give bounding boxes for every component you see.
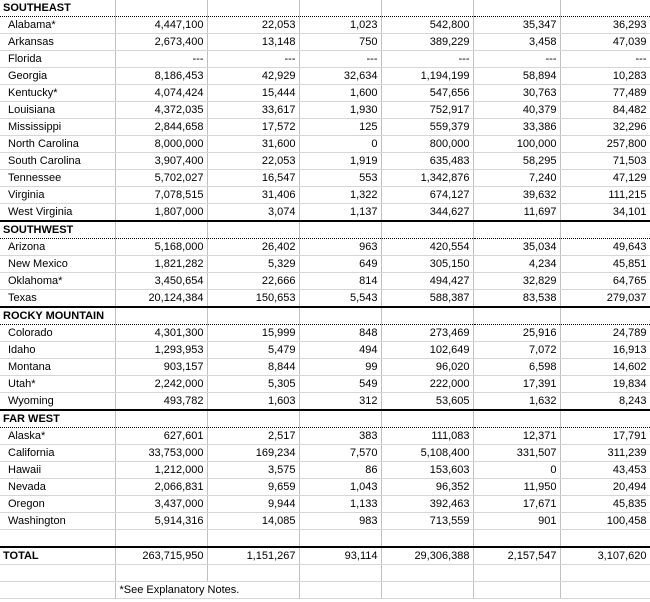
empty-cell[interactable]	[115, 221, 207, 239]
value-cell[interactable]: 3,074	[207, 204, 299, 222]
value-cell[interactable]: 1,133	[299, 496, 381, 513]
table-row	[0, 290, 650, 308]
state-name-cell[interactable]: Utah*	[0, 376, 115, 393]
value-cell[interactable]: 100,000	[473, 136, 560, 153]
value-cell[interactable]: 1,293,953	[115, 342, 207, 359]
state-name-cell[interactable]: Arkansas	[0, 34, 115, 51]
value-cell[interactable]: 20,124,384	[115, 290, 207, 308]
value-cell[interactable]: 47,129	[560, 170, 650, 187]
state-name-cell[interactable]: Alabama*	[0, 17, 115, 34]
value-cell[interactable]: 58,894	[473, 68, 560, 85]
value-cell[interactable]: 5,702,027	[115, 170, 207, 187]
value-cell[interactable]: 635,483	[381, 153, 473, 170]
value-cell[interactable]: 43,453	[560, 462, 650, 479]
state-name-cell[interactable]: Texas	[0, 290, 115, 308]
value-cell[interactable]: 9,944	[207, 496, 299, 513]
state-name-cell[interactable]: Washington	[0, 513, 115, 530]
value-cell[interactable]: 2,673,400	[115, 34, 207, 51]
empty-cell[interactable]	[299, 410, 381, 428]
empty-cell[interactable]	[207, 221, 299, 239]
value-cell[interactable]: 26,402	[207, 239, 299, 256]
total-value-cell[interactable]: 3,107,620	[560, 547, 650, 565]
empty-cell[interactable]	[207, 0, 299, 17]
value-cell[interactable]: 1,212,000	[115, 462, 207, 479]
value-cell[interactable]: 1,342,876	[381, 170, 473, 187]
empty-cell[interactable]	[473, 410, 560, 428]
value-cell[interactable]: 45,835	[560, 496, 650, 513]
table-row	[0, 34, 650, 51]
table-row	[0, 445, 650, 462]
value-cell[interactable]: 5,305	[207, 376, 299, 393]
value-cell[interactable]: 279,037	[560, 290, 650, 308]
value-cell[interactable]: 549	[299, 376, 381, 393]
empty-cell[interactable]	[473, 565, 560, 582]
value-cell[interactable]: 8,243	[560, 393, 650, 411]
value-cell[interactable]: 30,763	[473, 85, 560, 102]
value-cell[interactable]: 2,844,658	[115, 119, 207, 136]
value-cell[interactable]: 2,242,000	[115, 376, 207, 393]
total-value-cell[interactable]: 263,715,950	[115, 547, 207, 565]
table-row	[0, 170, 650, 187]
value-cell[interactable]: 13,148	[207, 34, 299, 51]
value-cell[interactable]: 84,482	[560, 102, 650, 119]
state-name-cell[interactable]: Montana	[0, 359, 115, 376]
value-cell[interactable]: 344,627	[381, 204, 473, 222]
table-row	[0, 393, 650, 411]
value-cell[interactable]: 96,020	[381, 359, 473, 376]
value-cell[interactable]: 312	[299, 393, 381, 411]
value-cell[interactable]: 24,789	[560, 325, 650, 342]
value-cell[interactable]: 17,391	[473, 376, 560, 393]
value-cell[interactable]: 1,043	[299, 479, 381, 496]
state-name-cell[interactable]: Alaska*	[0, 428, 115, 445]
empty-cell[interactable]	[473, 221, 560, 239]
value-cell[interactable]: 494	[299, 342, 381, 359]
state-name-cell[interactable]: Florida	[0, 51, 115, 68]
value-cell[interactable]: 102,649	[381, 342, 473, 359]
value-cell[interactable]: 983	[299, 513, 381, 530]
section-header-row	[0, 307, 650, 325]
table-row	[0, 496, 650, 513]
table-row	[0, 68, 650, 85]
empty-cell[interactable]	[560, 565, 650, 582]
value-cell[interactable]: 903,157	[115, 359, 207, 376]
state-name-cell[interactable]: Tennessee	[0, 170, 115, 187]
value-cell[interactable]: 17,671	[473, 496, 560, 513]
value-cell[interactable]: 8,186,453	[115, 68, 207, 85]
value-cell[interactable]: 10,283	[560, 68, 650, 85]
empty-cell[interactable]	[299, 0, 381, 17]
value-cell[interactable]: 14,085	[207, 513, 299, 530]
state-name-cell[interactable]: Idaho	[0, 342, 115, 359]
empty-cell[interactable]	[381, 307, 473, 325]
total-value-cell[interactable]: 93,114	[299, 547, 381, 565]
empty-cell[interactable]	[560, 582, 650, 599]
value-cell[interactable]: 4,074,424	[115, 85, 207, 102]
value-cell[interactable]: 53,605	[381, 393, 473, 411]
value-cell[interactable]: 15,444	[207, 85, 299, 102]
value-cell[interactable]: 11,697	[473, 204, 560, 222]
state-name-cell[interactable]: Oregon	[0, 496, 115, 513]
value-cell[interactable]: 17,572	[207, 119, 299, 136]
empty-cell[interactable]	[473, 307, 560, 325]
state-name-cell[interactable]: Louisiana	[0, 102, 115, 119]
table-row	[0, 342, 650, 359]
value-cell[interactable]: 45,851	[560, 256, 650, 273]
value-cell[interactable]: 86	[299, 462, 381, 479]
empty-cell[interactable]	[207, 410, 299, 428]
value-cell[interactable]: 4,372,035	[115, 102, 207, 119]
value-cell[interactable]: 627,601	[115, 428, 207, 445]
value-cell[interactable]: 901	[473, 513, 560, 530]
value-cell[interactable]: 42,929	[207, 68, 299, 85]
total-value-cell[interactable]: 29,306,388	[381, 547, 473, 565]
table-row	[0, 119, 650, 136]
table-row	[0, 17, 650, 34]
section-title: FAR WEST	[0, 410, 115, 428]
value-cell[interactable]: 542,800	[381, 17, 473, 34]
empty-cell[interactable]	[0, 565, 115, 582]
empty-cell[interactable]	[381, 565, 473, 582]
value-cell[interactable]: 5,168,000	[115, 239, 207, 256]
value-cell[interactable]: ---	[473, 51, 560, 68]
value-cell[interactable]: 49,643	[560, 239, 650, 256]
value-cell[interactable]: 1,023	[299, 17, 381, 34]
value-cell[interactable]: 39,632	[473, 187, 560, 204]
value-cell[interactable]: 5,543	[299, 290, 381, 308]
section-title: SOUTHWEST	[0, 221, 115, 239]
empty-cell[interactable]	[473, 530, 560, 548]
value-cell[interactable]: 96,352	[381, 479, 473, 496]
empty-cell[interactable]	[381, 410, 473, 428]
blank-row	[0, 565, 650, 582]
value-cell[interactable]: 331,507	[473, 445, 560, 462]
section-title: SOUTHEAST	[0, 0, 115, 17]
value-cell[interactable]: 12,371	[473, 428, 560, 445]
blank-row	[0, 530, 650, 548]
value-cell[interactable]: 3,458	[473, 34, 560, 51]
table-row	[0, 85, 650, 102]
empty-cell[interactable]	[299, 307, 381, 325]
value-cell[interactable]: 1,600	[299, 85, 381, 102]
value-cell[interactable]: 33,617	[207, 102, 299, 119]
table-row	[0, 256, 650, 273]
value-cell[interactable]: 58,295	[473, 153, 560, 170]
value-cell[interactable]: 7,078,515	[115, 187, 207, 204]
value-cell[interactable]: 273,469	[381, 325, 473, 342]
value-cell[interactable]: 83,538	[473, 290, 560, 308]
empty-cell[interactable]	[299, 530, 381, 548]
value-cell[interactable]: 493,782	[115, 393, 207, 411]
value-cell[interactable]: 7,240	[473, 170, 560, 187]
state-name-cell[interactable]: Arizona	[0, 239, 115, 256]
value-cell[interactable]: 111,083	[381, 428, 473, 445]
value-cell[interactable]: 1,821,282	[115, 256, 207, 273]
empty-cell[interactable]	[0, 530, 115, 548]
value-cell[interactable]: 22,666	[207, 273, 299, 290]
value-cell[interactable]: 814	[299, 273, 381, 290]
value-cell[interactable]: 305,150	[381, 256, 473, 273]
value-cell[interactable]: ---	[207, 51, 299, 68]
state-name-cell[interactable]: California	[0, 445, 115, 462]
value-cell[interactable]: 99	[299, 359, 381, 376]
value-cell[interactable]: 5,329	[207, 256, 299, 273]
total-value-cell[interactable]: 1,151,267	[207, 547, 299, 565]
value-cell[interactable]: 7,072	[473, 342, 560, 359]
value-cell[interactable]: ---	[299, 51, 381, 68]
empty-cell[interactable]	[299, 582, 381, 599]
empty-cell[interactable]	[299, 221, 381, 239]
empty-cell[interactable]	[115, 530, 207, 548]
value-cell[interactable]: 33,386	[473, 119, 560, 136]
value-cell[interactable]: 9,659	[207, 479, 299, 496]
total-value-cell[interactable]: 2,157,547	[473, 547, 560, 565]
value-cell[interactable]: 32,296	[560, 119, 650, 136]
value-cell[interactable]: 47,039	[560, 34, 650, 51]
value-cell[interactable]: 64,765	[560, 273, 650, 290]
empty-cell[interactable]	[560, 410, 650, 428]
value-cell[interactable]: 32,634	[299, 68, 381, 85]
state-name-cell[interactable]: Wyoming	[0, 393, 115, 411]
value-cell[interactable]: 1,194,199	[381, 68, 473, 85]
section-header-row	[0, 221, 650, 239]
value-cell[interactable]: 0	[473, 462, 560, 479]
empty-cell[interactable]	[115, 410, 207, 428]
value-cell[interactable]: 34,101	[560, 204, 650, 222]
empty-cell[interactable]	[115, 0, 207, 17]
state-name-cell[interactable]: South Carolina	[0, 153, 115, 170]
table-row	[0, 462, 650, 479]
value-cell[interactable]: 4,234	[473, 256, 560, 273]
table-row	[0, 136, 650, 153]
state-name-cell[interactable]: Hawaii	[0, 462, 115, 479]
value-cell[interactable]: 169,234	[207, 445, 299, 462]
value-cell[interactable]: 750	[299, 34, 381, 51]
value-cell[interactable]: 5,914,316	[115, 513, 207, 530]
value-cell[interactable]: 674,127	[381, 187, 473, 204]
state-name-cell[interactable]: New Mexico	[0, 256, 115, 273]
value-cell[interactable]: 11,950	[473, 479, 560, 496]
value-cell[interactable]: 2,517	[207, 428, 299, 445]
value-cell[interactable]: ---	[560, 51, 650, 68]
value-cell[interactable]: 31,406	[207, 187, 299, 204]
state-name-cell[interactable]: Colorado	[0, 325, 115, 342]
value-cell[interactable]: 4,301,300	[115, 325, 207, 342]
value-cell[interactable]: 22,053	[207, 17, 299, 34]
state-name-cell[interactable]: Nevada	[0, 479, 115, 496]
empty-cell[interactable]	[115, 307, 207, 325]
value-cell[interactable]: 392,463	[381, 496, 473, 513]
state-name-cell[interactable]: Virginia	[0, 187, 115, 204]
value-cell[interactable]: 420,554	[381, 239, 473, 256]
value-cell[interactable]: 32,829	[473, 273, 560, 290]
table-row	[0, 51, 650, 68]
table-row	[0, 187, 650, 204]
value-cell[interactable]: 3,575	[207, 462, 299, 479]
value-cell[interactable]: 22,053	[207, 153, 299, 170]
value-cell[interactable]: 3,437,000	[115, 496, 207, 513]
value-cell[interactable]: 77,489	[560, 85, 650, 102]
value-cell[interactable]: 35,034	[473, 239, 560, 256]
total-label[interactable]: TOTAL	[0, 547, 115, 565]
value-cell[interactable]: 8,844	[207, 359, 299, 376]
empty-cell[interactable]	[381, 582, 473, 599]
value-cell[interactable]: 559,379	[381, 119, 473, 136]
empty-cell[interactable]	[473, 0, 560, 17]
value-cell[interactable]: 222,000	[381, 376, 473, 393]
value-cell[interactable]: 713,559	[381, 513, 473, 530]
value-cell[interactable]: 5,108,400	[381, 445, 473, 462]
value-cell[interactable]: 16,913	[560, 342, 650, 359]
section-title: ROCKY MOUNTAIN	[0, 307, 115, 325]
empty-cell[interactable]	[560, 0, 650, 17]
value-cell[interactable]: 848	[299, 325, 381, 342]
value-cell[interactable]: 2,066,831	[115, 479, 207, 496]
state-name-cell[interactable]: Georgia	[0, 68, 115, 85]
value-cell[interactable]: 20,494	[560, 479, 650, 496]
value-cell[interactable]: 553	[299, 170, 381, 187]
value-cell[interactable]: 1,807,000	[115, 204, 207, 222]
value-cell[interactable]: 1,137	[299, 204, 381, 222]
value-cell[interactable]: 8,000,000	[115, 136, 207, 153]
value-cell[interactable]: 6,598	[473, 359, 560, 376]
value-cell[interactable]: ---	[115, 51, 207, 68]
empty-cell[interactable]	[115, 565, 207, 582]
value-cell[interactable]: 800,000	[381, 136, 473, 153]
total-row	[0, 547, 650, 565]
value-cell[interactable]: 494,427	[381, 273, 473, 290]
table-row	[0, 239, 650, 256]
value-cell[interactable]: 1,919	[299, 153, 381, 170]
value-cell[interactable]: 111,215	[560, 187, 650, 204]
value-cell[interactable]: ---	[381, 51, 473, 68]
empty-cell[interactable]	[381, 530, 473, 548]
section-header-row	[0, 410, 650, 428]
empty-cell[interactable]	[560, 221, 650, 239]
empty-cell[interactable]	[207, 530, 299, 548]
value-cell[interactable]: 150,653	[207, 290, 299, 308]
value-cell[interactable]: 15,999	[207, 325, 299, 342]
value-cell[interactable]: 963	[299, 239, 381, 256]
value-cell[interactable]: 3,907,400	[115, 153, 207, 170]
state-name-cell[interactable]: West Virginia	[0, 204, 115, 222]
value-cell[interactable]: 1,603	[207, 393, 299, 411]
table-row	[0, 359, 650, 376]
value-cell[interactable]: 649	[299, 256, 381, 273]
value-cell[interactable]: 71,503	[560, 153, 650, 170]
state-name-cell[interactable]: Mississippi	[0, 119, 115, 136]
table-row	[0, 376, 650, 393]
value-cell[interactable]: 547,656	[381, 85, 473, 102]
state-name-cell[interactable]: Kentucky*	[0, 85, 115, 102]
table-row	[0, 204, 650, 222]
value-cell[interactable]: 40,379	[473, 102, 560, 119]
value-cell[interactable]: 33,753,000	[115, 445, 207, 462]
empty-cell[interactable]	[560, 530, 650, 548]
table-row	[0, 428, 650, 445]
value-cell[interactable]: 125	[299, 119, 381, 136]
empty-cell[interactable]	[299, 565, 381, 582]
footnote: *See Explanatory Notes.	[115, 582, 299, 599]
value-cell[interactable]: 35,347	[473, 17, 560, 34]
table-row	[0, 153, 650, 170]
value-cell[interactable]: 3,450,654	[115, 273, 207, 290]
table-row	[0, 513, 650, 530]
value-cell[interactable]: 153,603	[381, 462, 473, 479]
value-cell[interactable]: 752,917	[381, 102, 473, 119]
empty-cell[interactable]	[560, 307, 650, 325]
value-cell[interactable]: 0	[299, 136, 381, 153]
value-cell[interactable]: 389,229	[381, 34, 473, 51]
state-name-cell[interactable]: North Carolina	[0, 136, 115, 153]
value-cell[interactable]: 36,293	[560, 17, 650, 34]
value-cell[interactable]: 1,930	[299, 102, 381, 119]
empty-cell[interactable]	[381, 221, 473, 239]
empty-cell[interactable]	[0, 582, 115, 599]
value-cell[interactable]: 588,387	[381, 290, 473, 308]
value-cell[interactable]: 1,632	[473, 393, 560, 411]
value-cell[interactable]: 17,791	[560, 428, 650, 445]
table-row	[0, 479, 650, 496]
empty-cell[interactable]	[207, 565, 299, 582]
table-row	[0, 102, 650, 119]
empty-cell[interactable]	[381, 0, 473, 17]
value-cell[interactable]: 19,834	[560, 376, 650, 393]
value-cell[interactable]: 383	[299, 428, 381, 445]
value-cell[interactable]: 1,322	[299, 187, 381, 204]
value-cell[interactable]: 5,479	[207, 342, 299, 359]
state-name-cell[interactable]: Oklahoma*	[0, 273, 115, 290]
value-cell[interactable]: 4,447,100	[115, 17, 207, 34]
value-cell[interactable]: 257,800	[560, 136, 650, 153]
section-header-row	[0, 0, 650, 17]
value-cell[interactable]: 14,602	[560, 359, 650, 376]
table-row	[0, 273, 650, 290]
footnote-row	[0, 582, 650, 599]
table-row	[0, 325, 650, 342]
empty-cell[interactable]	[473, 582, 560, 599]
value-cell[interactable]: 311,239	[560, 445, 650, 462]
value-cell[interactable]: 7,570	[299, 445, 381, 462]
value-cell[interactable]: 100,458	[560, 513, 650, 530]
value-cell[interactable]: 25,916	[473, 325, 560, 342]
empty-cell[interactable]	[207, 307, 299, 325]
value-cell[interactable]: 16,547	[207, 170, 299, 187]
value-cell[interactable]: 31,600	[207, 136, 299, 153]
